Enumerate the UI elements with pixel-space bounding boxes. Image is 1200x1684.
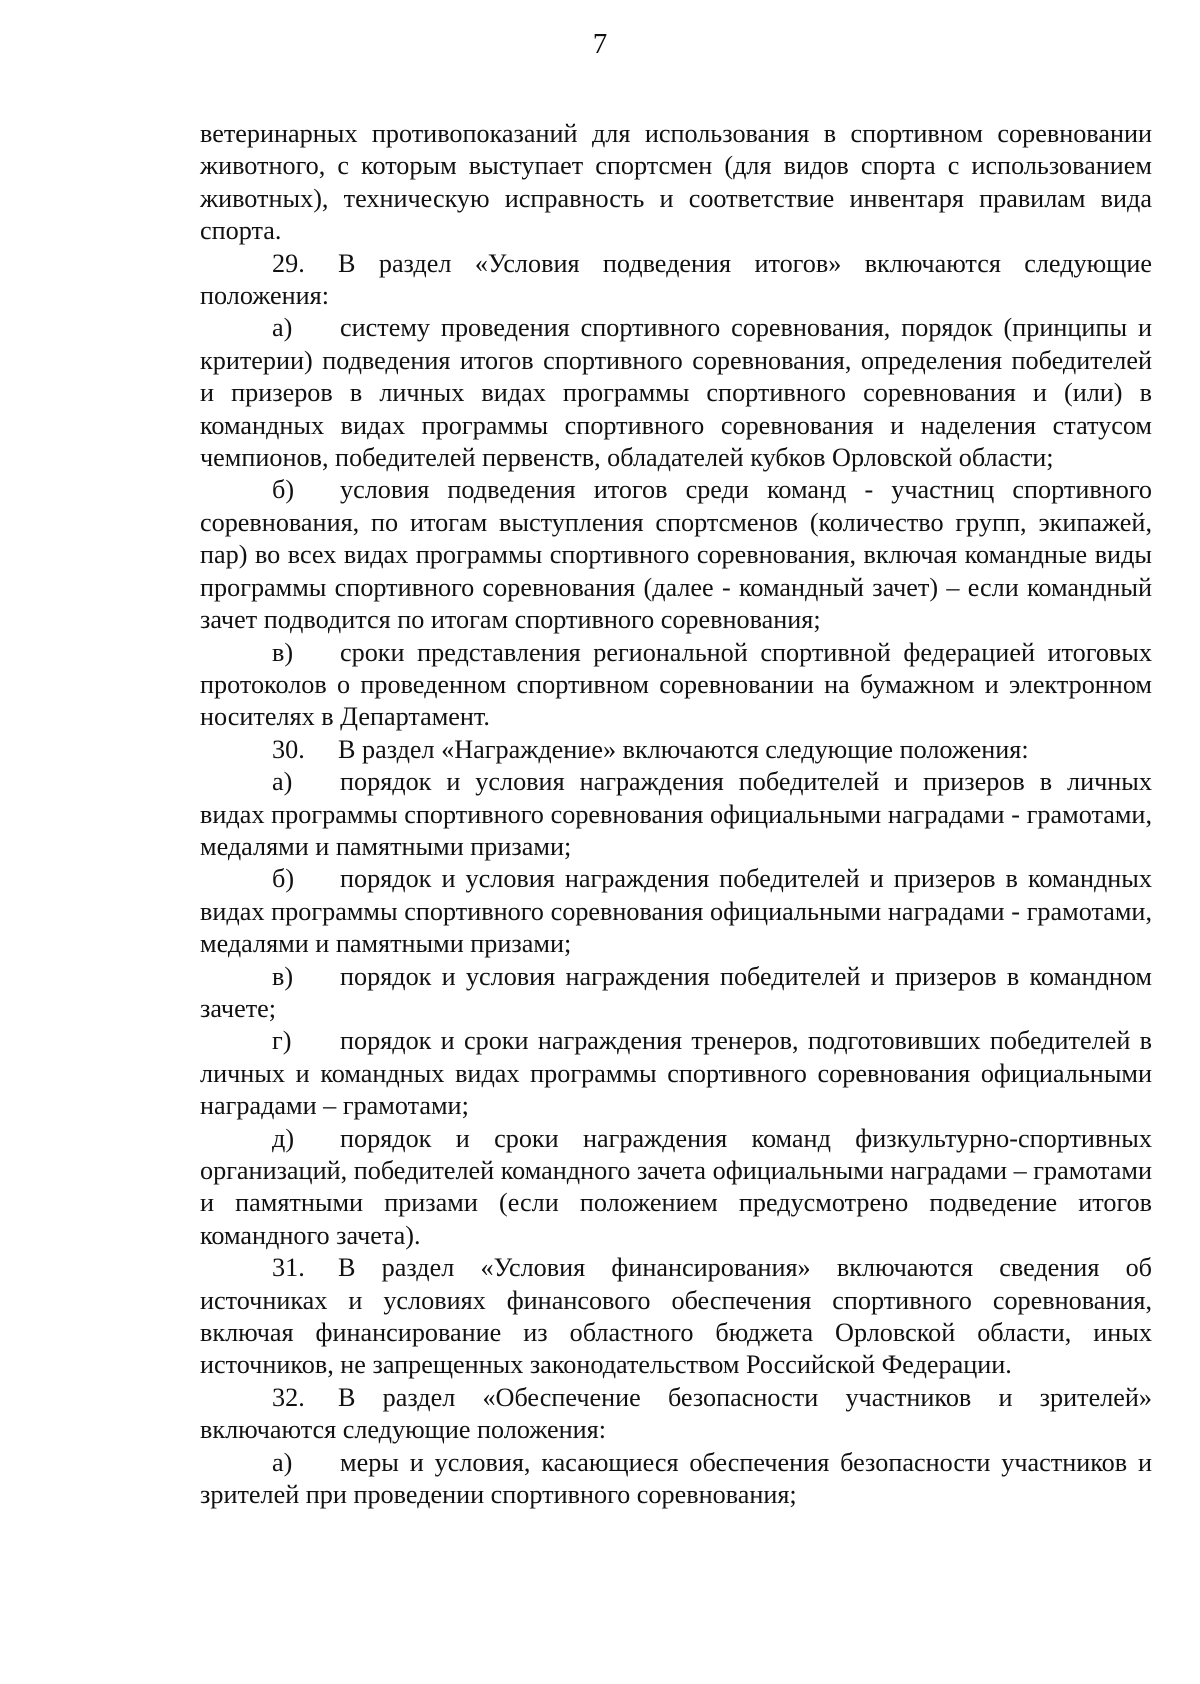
subparagraph-30d bbox=[200, 1123, 1152, 1253]
subparagraph-30a bbox=[200, 766, 1152, 863]
subparagraph-letter: а) bbox=[272, 1447, 293, 1477]
subparagraph-30v bbox=[200, 961, 1152, 1026]
paragraph-text: систему проведения спортивного соревнования, порядок (принципы и критерии) подведения итогов спортивного соревнования, определения победителей и призеров в личных видах программы спортивного соревнования и (или) в командных видах программы спортивного соревнования и наделения статусом чемпионов, победителей первенств, обладателей кубков Орловской области; bbox=[200, 313, 1152, 473]
paragraph-text: В раздел «Условия финансирования» включаются сведения об источниках и условиях финансового обеспечения спортивного соревнования, включая финансирование из областного бюджета Орловской области, иных источников, не запрещенных законодательством Российской Федерации. bbox=[200, 1253, 1152, 1380]
paragraph-text: В раздел «Обеспечение безопасности участников и зрителей» включаются следующие положения: bbox=[200, 1382, 1152, 1445]
paragraph-number: 32. bbox=[272, 1382, 305, 1412]
subparagraph-letter: б) bbox=[272, 475, 295, 505]
paragraph-32 bbox=[200, 1382, 1152, 1447]
subparagraph-29v bbox=[200, 637, 1152, 734]
subparagraph-letter: в) bbox=[272, 637, 294, 667]
paragraph-text: порядок и сроки награждения команд физкультурно-спортивных организаций, победителей командного зачета официальными наградами – грамотами и памятными призами (если положением предусмотрено подведение итогов командного зачета). bbox=[200, 1123, 1152, 1250]
paragraph-text: порядок и условия награждения победителей и призеров в командном зачете; bbox=[200, 961, 1152, 1023]
subparagraph-letter: а) bbox=[272, 313, 293, 343]
paragraph-31 bbox=[200, 1252, 1152, 1382]
paragraph-text: порядок и сроки награждения тренеров, подготовивших победителей в личных и командных видах программы спортивного соревнования официальными наградами – грамотами; bbox=[200, 1026, 1152, 1121]
subparagraph-32a bbox=[200, 1447, 1152, 1512]
paragraph-text: порядок и условия награждения победителей и призеров в командных видах программы спортивного соревнования официальными наградами - грамотами, медалями и памятными призами; bbox=[200, 864, 1152, 959]
paragraph-30 bbox=[200, 734, 1152, 766]
paragraph-text: условия подведения итогов среди команд - участниц спортивного соревнования, по итогам выступления спортсменов (количество групп, экипажей, пар) во всех видах программы спортивного соревнования, включая командные виды программы спортивного соревнования (далее - командный зачет) – если командный зачет подводится по итогам спортивного соревнования; bbox=[200, 475, 1152, 635]
subparagraph-letter: а) bbox=[272, 767, 293, 797]
subparagraph-30b bbox=[200, 863, 1152, 960]
subparagraph-letter: д) bbox=[272, 1123, 295, 1153]
paragraph-number: 29. bbox=[272, 248, 305, 278]
paragraph-number: 31. bbox=[272, 1253, 305, 1283]
paragraph-text: ветеринарных противопоказаний для использования в спортивном соревновании животного, с которым выступает спортсмен (для видов спорта с использованием животных), техническую исправность и соответствие инвентаря правилам вида спорта. bbox=[200, 119, 1152, 246]
subparagraph-letter: г) bbox=[272, 1026, 292, 1056]
paragraph-text: В раздел «Награждение» включаются следующие положения: bbox=[338, 734, 1029, 764]
subparagraph-29a bbox=[200, 312, 1152, 474]
paragraph-text: сроки представления региональной спортивной федерацией итоговых протоколов о проведенном спортивном соревновании на бумажном и электронном носителях в Департамент. bbox=[200, 637, 1152, 732]
subparagraph-30g bbox=[200, 1025, 1152, 1122]
paragraph-29 bbox=[200, 248, 1152, 313]
paragraph-text: порядок и условия награждения победителей и призеров в личных видах программы спортивного соревнования официальными наградами - грамотами, медалями и памятными призами; bbox=[200, 767, 1152, 861]
page-number: 7 bbox=[592, 28, 608, 60]
paragraph-text: меры и условия, касающиеся обеспечения безопасности участников и зрителей при проведении спортивного соревнования; bbox=[200, 1447, 1152, 1510]
paragraph-text: В раздел «Условия подведения итогов» включаются следующие положения: bbox=[200, 248, 1152, 311]
paragraph-continuation bbox=[200, 118, 1152, 248]
subparagraph-letter: б) bbox=[272, 864, 295, 894]
paragraph-number: 30. bbox=[272, 734, 305, 764]
subparagraph-29b bbox=[200, 474, 1152, 636]
document-body bbox=[200, 118, 1152, 1511]
subparagraph-letter: в) bbox=[272, 961, 294, 991]
